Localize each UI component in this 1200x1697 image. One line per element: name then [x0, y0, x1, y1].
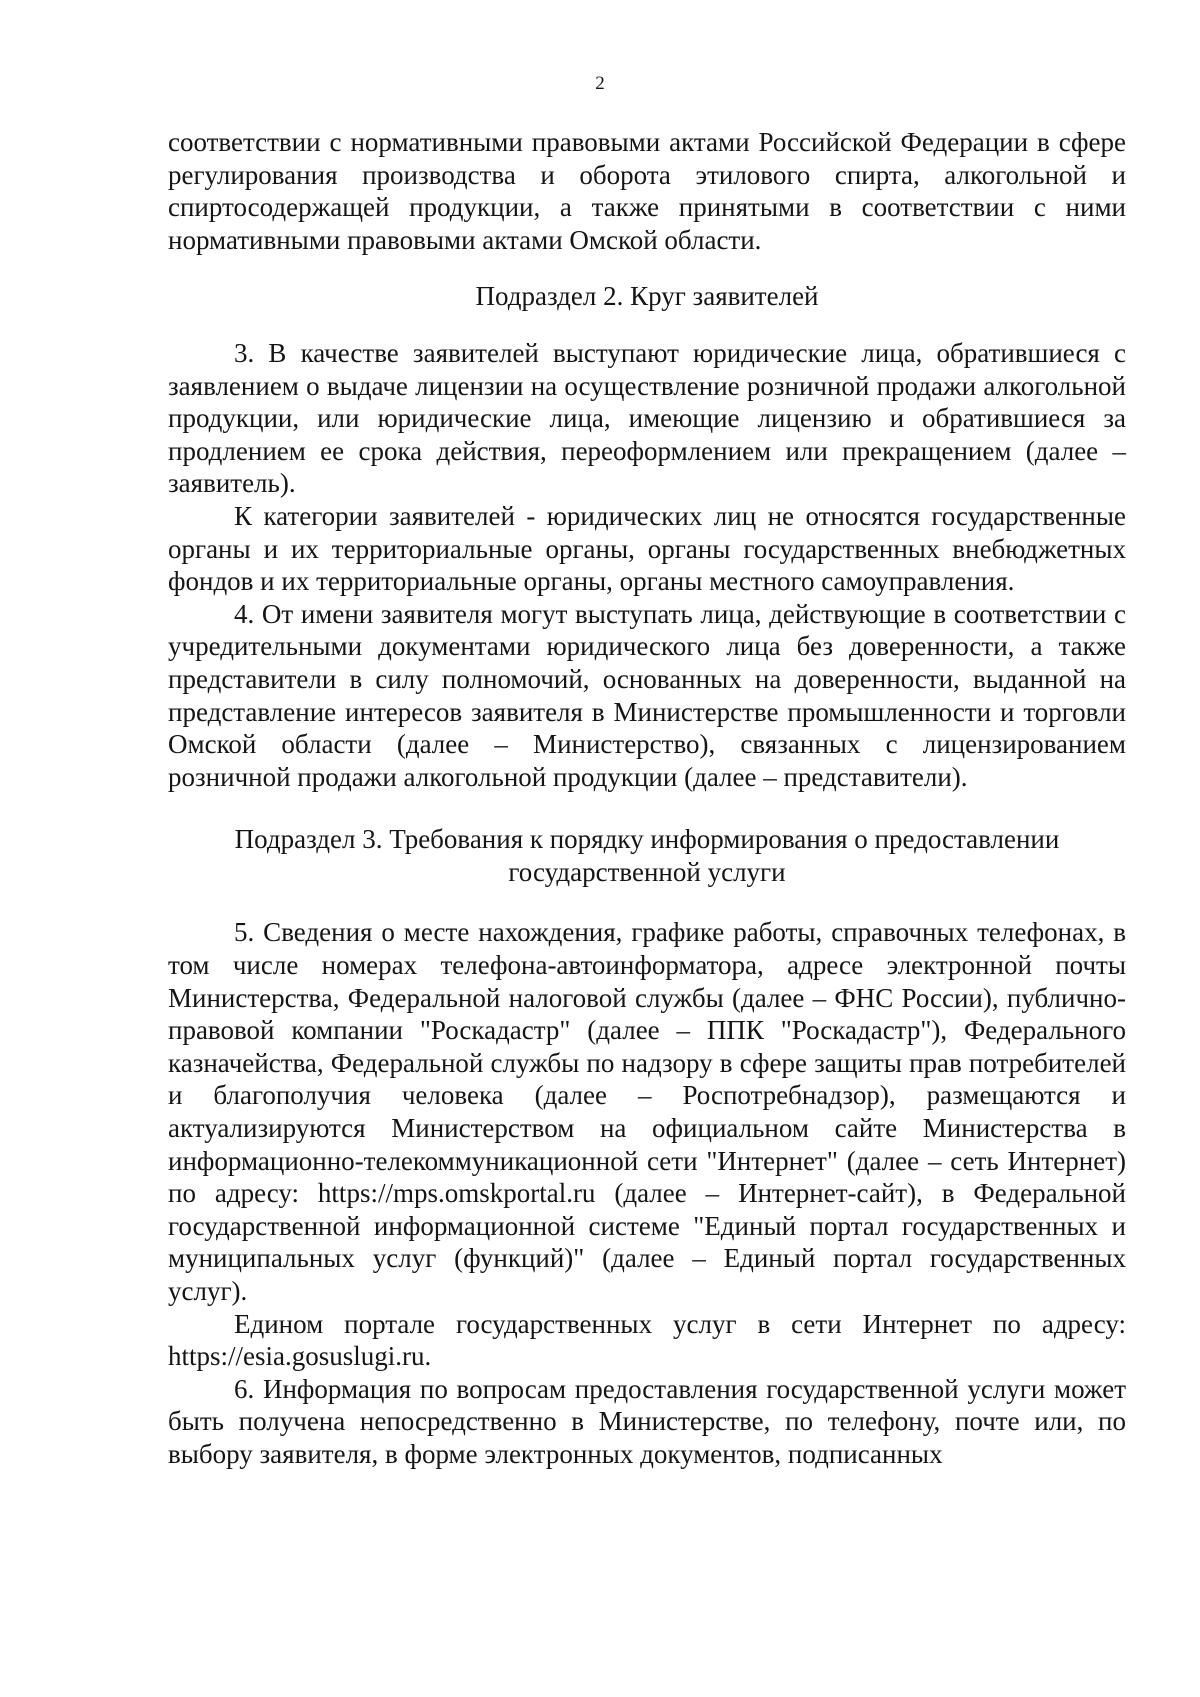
- paragraph-4: 4. От имени заявителя могут выступать лица, действующие в соответствии с учредительными документами юридического лица без доверенности, а также представители в силу полномочий, основанных на доверенности, выданной на представление интересов заявителя в Министерстве промышленности и торговли Омской области (далее – Министерство), связанных с лицензированием розничной продажи алкогольной продукции (далее – представители).: [168, 598, 1126, 792]
- paragraph-continuation: соответствии с нормативными правовыми актами Российской Федерации в сфере регулирования производства и оборота этилового спирта, алкогольной и спиртосодержащей продукции, а также принятыми в соответствии с ними нормативными правовыми актами Омской области.: [168, 127, 1126, 255]
- paragraph-5-portal: Едином портале государственных услуг в сети Интернет по адресу: https://esia.gosuslugi.ru.: [168, 1308, 1126, 1372]
- paragraph-3: 3. В качестве заявителей выступают юридические лица, обратившиеся с заявлением о выдаче лицензии на осуществление розничной продажи алкогольной продукции, или юридические лица, имеющие лицензию и обратившиеся за продлением ее срока действия, переоформлением или прекращением (далее – заявитель).: [168, 337, 1126, 499]
- paragraph-3-exclusions: К категории заявителей - юридических лиц не относятся государственные органы и их территориальные органы, органы государственных внебюджетных фондов и их территориальные органы, органы местного самоуправления.: [168, 500, 1126, 597]
- document-body: [168, 126, 1126, 1471]
- paragraph-6: 6. Информация по вопросам предоставления государственной услуги может быть получена непосредственно в Министерстве, по телефону, почте или, по выбору заявителя, в форме электронных документов, подписанных: [168, 1373, 1126, 1469]
- subsection-2-heading: Подраздел 2. Круг заявителей: [475, 281, 819, 312]
- subsection-3-heading-line1: Подраздел 3. Требования к порядку информирования о предоставлении: [234, 824, 1060, 855]
- page-number: 2: [595, 73, 605, 94]
- subsection-3-heading-line2: государственной услуги: [508, 856, 786, 887]
- subsection-3-heading: [168, 823, 1126, 888]
- paragraph-5: 5. Сведения о месте нахождения, графике работы, справочных телефонах, в том числе номерах телефона-автоинформатора, адресе электронной почты Министерства, Федеральной налоговой службы (далее – ФНС России), публично-правовой компании "Роскадастр" (далее – ППК "Роскадастр"), Федерального казначейства, Федеральной службы по надзору в сфере защиты прав потребителей и благополучия человека (далее – Роспотребнадзор), размещаются и актуализируются Министерством на официальном сайте Министерства в информационно-телекоммуникационной сети "Интернет" (далее – сеть Интернет) по адресу: https://mps.omskportal.ru (далее – Интернет-сайт), в Федеральной государственной информационной системе "Единый портал государственных и муниципальных услуг (функций)" (далее – Единый портал государственных услуг).: [168, 917, 1126, 1306]
